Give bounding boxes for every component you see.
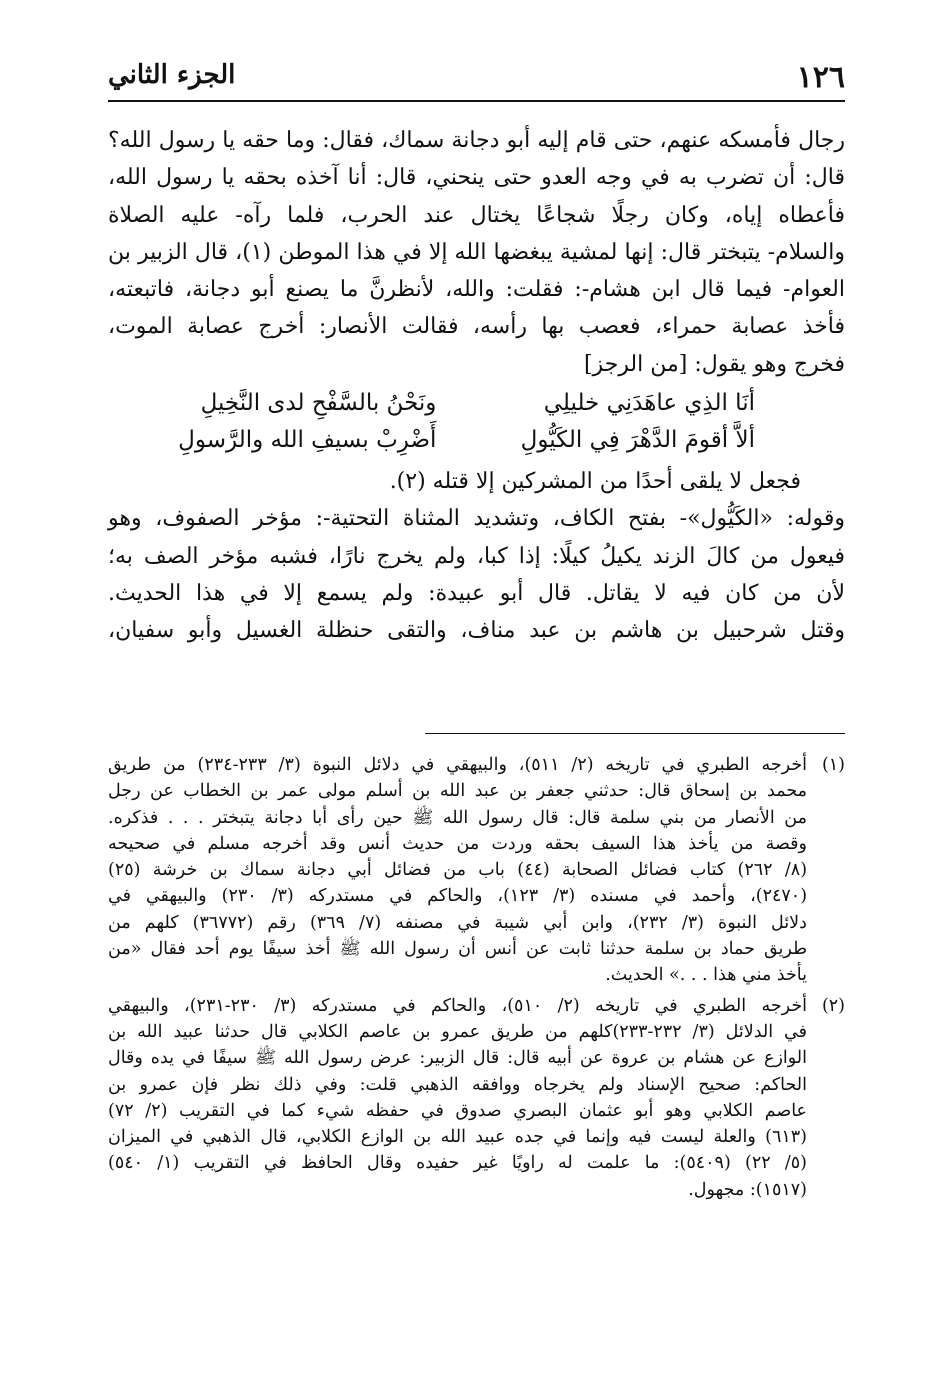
text-line: لأن من كان فيه لا يقاتل. قال أبو عبيدة: ولم يسمع إلا في هذا الحديث. <box>108 580 845 606</box>
verse-second-hemistich: أَضْرِبْ بسيفِ الله والرَّسولِ <box>178 427 437 454</box>
text-line: قال: أن تضرب به في وجه العدو حتى ينحني، قال: أنا آخذه بحقه يا رسول الله، <box>108 165 845 191</box>
verse-second-hemistich: ونَحْنُ بالسَّفْحِ لدى النَّخِيلِ <box>200 390 437 417</box>
text-line: فخرج وهو يقول: [من الرجز] <box>583 351 845 377</box>
verse-first-hemistich: ألاَّ أقومَ الدَّهْرَ فِي الكَيُّولِ <box>520 427 755 454</box>
text-line: العوام- فيما قال ابن هشام-: فقلت: والله، لأنظرنَّ ما يصنع أبو دجانة، فاتبعته، <box>108 277 845 303</box>
footnote <box>108 993 845 1203</box>
footnote-line: طريق حماد بن سلمة حدثنا ثابت عن أنس أن رسول الله ﷺ أخذ سيفًا يوم أحد فقال «من <box>108 939 807 960</box>
text-line: والسلام- يتبختر قال: إنها لمشية يبغضها الله إلا في هذا الموطن (١)، قال الزبير بن <box>108 239 845 265</box>
footnote-line: محمد بن إسحاق قال: حدثني جعفر بن عبد الله بن أسلم مولى عمر بن الخطاب عن رجل <box>108 781 807 802</box>
footnote-line: وقصة من يأخذ هذا السيف بحقه وردت من حديث أنس وقد أخرجه مسلم في صحيحه <box>108 833 807 854</box>
poem <box>108 385 845 459</box>
footnote-line: عاصم الكلابي وهو أبو عثمان البصري صدوق في حفظه شيء كما في التقريب (٢/ ٧٢) <box>108 1100 807 1121</box>
footnote-line: الحاكم: صحيح الإسناد ولم يخرجاه ووافقه الذهبي قلت: وفي ذلك نظر فإن عمرو بن <box>108 1074 807 1095</box>
text-line: فجعل لا يلقى أحدًا من المشركين إلا قتله (٢). <box>389 469 801 495</box>
verse <box>108 385 845 422</box>
text-line: وقوله: «الكَيُّول»- بفتح الكاف، وتشديد المثناة التحتية-: مؤخر الصفوف، وهو <box>108 506 845 532</box>
footnote-line: أخرجه الطبري في تاريخه (٢/ ٥١٠)، والحاكم في مستدركه (٣/ ٢٣٠-٢٣١)، والبيهقي <box>108 995 808 1016</box>
footnote-separator <box>425 733 845 734</box>
page-number: ١٢٦ <box>796 60 845 95</box>
running-title: الجزء الثاني <box>108 60 236 90</box>
footnote-line: (٦١٣) والعلة ليست فيه وإنما في جده عبيد الله بن الوازع الكلابي، قال الذهبي في الميزان <box>108 1127 807 1148</box>
footnote-line: (٥/ ٢٢) (٥٤٠٩): ما علمت له راويًا غير حفيده وقال الحافظ في التقريب (١/ ٥٤٠) <box>108 1153 807 1174</box>
footnote-line: (١٥١٧): مجهول. <box>688 1179 807 1200</box>
text-line: فيعول من كالَ الزند يكيلُ كيلًا: إذا كبا، ولم يخرج نارًا، فشبه مؤخر الصف به؛ <box>108 543 845 569</box>
footnote-line: (٨/ ٢٦٢) كتاب فضائل الصحابة (٤٤) باب من فضائل أبي دجانة سماك بن خرشة (٢٥) <box>108 860 808 881</box>
footnote-line: يأخذ مني هذا . . .» الحديث. <box>605 965 807 986</box>
footnote-marker: (٢) <box>821 995 845 1016</box>
footnote-line: أخرجه الطبري في تاريخه (٢/ ٥١١)، والبيهقي في دلائل النبوة (٣/ ٢٣٣-٢٣٤) من طريق <box>108 755 808 775</box>
footnotes <box>108 752 845 1207</box>
verse <box>108 422 845 459</box>
footnote-body <box>108 993 807 1203</box>
page-header <box>108 52 845 102</box>
text-line: وقتل شرحبيل بن هاشم بن عبد مناف، والتقى حنظلة الغسيل وأبو سفيان، <box>108 618 845 644</box>
footnote-marker: (١) <box>821 755 845 775</box>
footnote-line: من الأنصار من بني سلمة قال: قال رسول الله ﷺ حين رأى أبا دجانة يتبختر . . . فذكره. <box>108 807 807 828</box>
footnote-line: دلائل النبوة (٣/ ٢٣٢)، وابن أبي شيبة في مصنفه (٧/ ٣٦٩) رقم (٣٦٧٧٢) كلهم من <box>108 912 807 933</box>
footnote-line: الوازع عن هشام بن عروة عن أبيه قال: قال الزبير: عرض رسول الله ﷺ سيفًا في يده وقال <box>108 1048 807 1069</box>
footnote <box>108 752 845 989</box>
main-text <box>108 122 845 650</box>
text-line: فأعطاه إياه، وكان رجلًا شجاعًا يختال عند الحرب، فلما رآه- عليه الصلاة <box>108 202 845 228</box>
text-line: رجال فأمسكه عنهم، حتى قام إليه أبو دجانة سماك، فقال: وما حقه يا رسول الله؟ <box>108 128 845 153</box>
verse-first-hemistich: أنَا الذِي عاهَدَنِي خليلِي <box>543 390 755 417</box>
footnote-line: في الدلائل (٣/ ٢٣٢-٢٣٣)كلهم من طريق عمرو بن عاصم الكلابي قال حدثنا عبيد الله بن <box>108 1021 807 1042</box>
text-line: فأخذ عصابة حمراء، فعصب بها رأسه، فقالت الأنصار: أخرج عصابة الموت، <box>108 314 845 340</box>
footnote-body <box>108 752 807 989</box>
footnote-line: (٢٤٧٠)، وأحمد في مسنده (٣/ ١٢٣)، والحاكم في مستدركه (٣/ ٢٣٠) والبيهقي في <box>108 886 808 907</box>
